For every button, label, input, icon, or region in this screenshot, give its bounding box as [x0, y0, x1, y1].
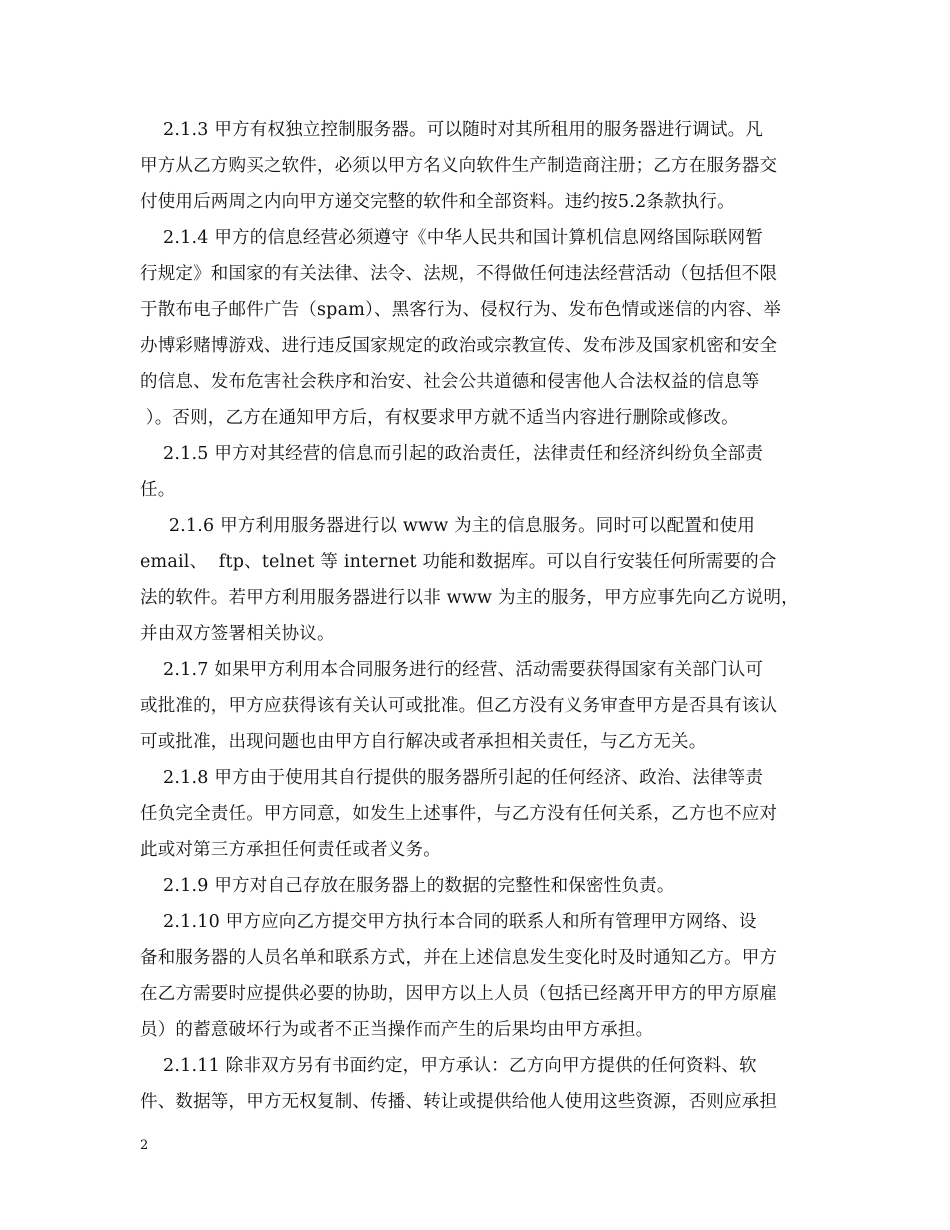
document-body: [140, 112, 824, 1120]
paragraph: [140, 868, 824, 904]
text-line: 2.1.10 甲方应向乙方提交甲方执行本合同的联系人和所有管理甲方网络、设: [140, 912, 757, 932]
text-line: 2.1.11 除非双方另有书面约定，甲方承认：乙方向甲方提供的任何资料、软: [140, 1056, 757, 1076]
text-line: 在乙方需要时应提供必要的协助，因甲方以上人员（包括已经离开甲方的甲方原雇: [140, 984, 778, 1004]
text-line: 或批准的，甲方应获得该有关认可或批准。但乙方没有义务审查甲方是否具有该认: [140, 696, 778, 716]
text-line: 2.1.8 甲方由于使用其自行提供的服务器所引起的任何经济、政治、法律等责: [140, 768, 764, 788]
text-line: 此或对第三方承担任何责任或者义务。: [140, 840, 441, 860]
text-line: 付使用后两周之内向甲方递交完整的软件和全部资料。违约按5.2条款执行。: [140, 192, 735, 212]
text-line: 员）的蓄意破坏行为或者不正当操作而产生的后果均由甲方承担。: [140, 1020, 654, 1040]
paragraph: [140, 760, 824, 868]
text-line: ）。否则，乙方在通知甲方后，有权要求甲方就不适当内容进行删除或修改。: [140, 408, 739, 428]
paragraph: [140, 652, 824, 760]
text-line: 法的软件。若甲方利用服务器进行以非 www 为主的服务，甲方应事先向乙方说明，: [140, 588, 799, 608]
paragraph: [140, 220, 824, 436]
paragraph: [140, 112, 824, 220]
paragraph: [140, 904, 824, 1048]
text-line: 甲方从乙方购买之软件，必须以甲方名义向软件生产制造商注册；乙方在服务器交: [140, 156, 778, 176]
text-line: 2.1.6 甲方利用服务器进行以 www 为主的信息服务。同时可以配置和使用: [140, 516, 756, 536]
paragraph: [140, 436, 824, 508]
paragraph: [140, 508, 824, 652]
page-number: 2: [140, 1138, 149, 1153]
text-line: 2.1.9 甲方对自己存放在服务器上的数据的完整性和保密性负责。: [140, 876, 675, 896]
text-line: 备和服务器的人员名单和联系方式，并在上述信息发生变化时及时通知乙方。甲方: [140, 948, 778, 968]
text-line: 2.1.4 甲方的信息经营必须遵守《中华人民共和国计算机信息网络国际联网暂: [140, 228, 764, 248]
text-line: 件、数据等，甲方无权复制、传播、转让或提供给他人使用这些资源，否则应承担: [140, 1092, 778, 1112]
text-line: 2.1.7 如果甲方利用本合同服务进行的经营、活动需要获得国家有关部门认可: [140, 660, 764, 680]
text-line: 办博彩赌博游戏、进行违反国家规定的政治或宗教宣传、发布涉及国家机密和安全: [140, 336, 778, 356]
text-line: 的信息、发布危害社会秩序和治安、社会公共道德和侵害他人合法权益的信息等: [140, 372, 760, 392]
text-line: email、 ftp、telnet 等 internet 功能和数据库。可以自行安装任何所需要的合: [140, 552, 777, 572]
text-line: 于散布电子邮件广告（spam）、黑客行为、侵权行为、发布色情或迷信的内容、举: [140, 300, 782, 320]
text-line: 并由双方签署相关协议。: [140, 624, 335, 644]
paragraph: [140, 1048, 824, 1120]
text-line: 2.1.3 甲方有权独立控制服务器。可以随时对其所租用的服务器进行调试。凡: [140, 120, 764, 140]
text-line: 2.1.5 甲方对其经营的信息而引起的政治责任，法律责任和经济纠纷负全部责: [140, 444, 764, 464]
text-line: 任。: [140, 480, 176, 500]
text-line: 可或批准，出现问题也由甲方自行解决或者承担相关责任，与乙方无关。: [140, 732, 707, 752]
text-line: 行规定》和国家的有关法律、法令、法规，不得做任何违法经营活动（包括但不限: [140, 264, 778, 284]
text-line: 任负完全责任。甲方同意，如发生上述事件，与乙方没有任何关系，乙方也不应对: [140, 804, 778, 824]
